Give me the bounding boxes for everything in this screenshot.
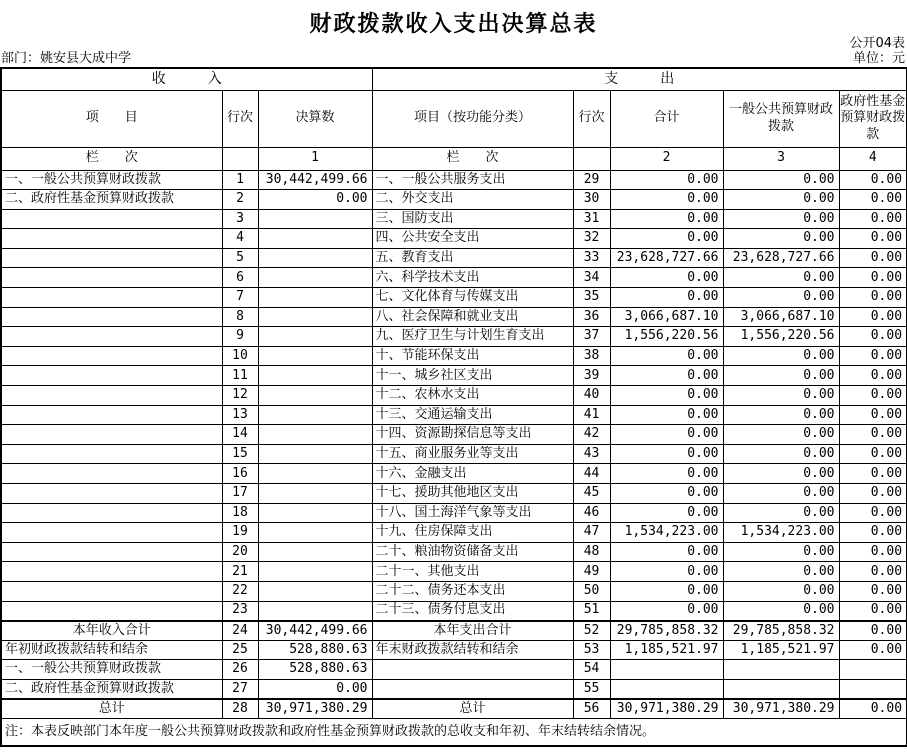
expenditure-item-label bbox=[372, 679, 573, 699]
income-item-header: 项 目 bbox=[1, 90, 222, 147]
expenditure-item-label: 十八、国土海洋气象等支出 bbox=[372, 503, 573, 523]
expenditure-fund-value: 0.00 bbox=[839, 523, 907, 543]
expenditure-general-value: 1,556,220.56 bbox=[723, 327, 839, 347]
income-amount-value bbox=[258, 601, 372, 621]
income-amount-value bbox=[258, 405, 372, 425]
income-row-no: 9 bbox=[222, 327, 258, 347]
income-amount-value bbox=[258, 425, 372, 445]
expenditure-total-value: 0.00 bbox=[610, 268, 723, 288]
table-row bbox=[1, 307, 907, 327]
income-amount-value bbox=[258, 523, 372, 543]
table-row bbox=[1, 679, 907, 699]
expenditure-fund-value: 0.00 bbox=[839, 581, 907, 601]
expenditure-item-label: 七、文化体育与传媒支出 bbox=[372, 288, 573, 308]
expenditure-row-no: 51 bbox=[573, 601, 610, 621]
income-item-label bbox=[1, 327, 222, 347]
income-amount-value bbox=[258, 444, 372, 464]
income-amount-value bbox=[258, 346, 372, 366]
expenditure-fund-value: 0.00 bbox=[839, 170, 907, 190]
table-row bbox=[1, 523, 907, 543]
income-item-label: 二、政府性基金预算财政拨款 bbox=[1, 679, 222, 699]
expenditure-general-value: 23,628,727.66 bbox=[723, 248, 839, 268]
income-row-no: 27 bbox=[222, 679, 258, 699]
income-amount-header: 决算数 bbox=[258, 90, 372, 147]
income-amount-value bbox=[258, 209, 372, 229]
income-section-header: 收 入 bbox=[1, 68, 372, 90]
income-row-no: 16 bbox=[222, 464, 258, 484]
income-item-label bbox=[1, 601, 222, 621]
table-row bbox=[1, 621, 907, 641]
expenditure-fund-value: 0.00 bbox=[839, 288, 907, 308]
income-item-label bbox=[1, 542, 222, 562]
income-row-no: 11 bbox=[222, 366, 258, 386]
expenditure-general-value: 0.00 bbox=[723, 170, 839, 190]
expenditure-fund-value bbox=[839, 679, 907, 699]
expenditure-fund-value: 0.00 bbox=[839, 268, 907, 288]
section-header-row bbox=[1, 68, 907, 90]
income-row-no: 24 bbox=[222, 621, 258, 641]
income-row-no: 1 bbox=[222, 170, 258, 190]
expenditure-fund-value: 0.00 bbox=[839, 248, 907, 268]
income-item-label bbox=[1, 366, 222, 386]
meta-row bbox=[0, 51, 907, 67]
expenditure-row-no: 52 bbox=[573, 621, 610, 641]
expenditure-fund-value: 0.00 bbox=[839, 484, 907, 504]
expenditure-fund-value bbox=[839, 660, 907, 680]
expenditure-total-value bbox=[610, 660, 723, 680]
expenditure-general-value: 0.00 bbox=[723, 386, 839, 406]
expenditure-general-value bbox=[723, 679, 839, 699]
income-item-label bbox=[1, 425, 222, 445]
table-row bbox=[1, 503, 907, 523]
expenditure-row-no: 30 bbox=[573, 190, 610, 210]
income-amount-value bbox=[258, 581, 372, 601]
expenditure-fund-value: 0.00 bbox=[839, 699, 907, 719]
expenditure-fund-value: 0.00 bbox=[839, 562, 907, 582]
table-row bbox=[1, 464, 907, 484]
expenditure-fund-value: 0.00 bbox=[839, 190, 907, 210]
table-row bbox=[1, 268, 907, 288]
table-row bbox=[1, 660, 907, 680]
income-row-no: 17 bbox=[222, 484, 258, 504]
expenditure-item-label: 九、医疗卫生与计划生育支出 bbox=[372, 327, 573, 347]
income-amount-value: 0.00 bbox=[258, 679, 372, 699]
expenditure-total-value: 30,971,380.29 bbox=[610, 699, 723, 719]
table-row bbox=[1, 346, 907, 366]
expenditure-item-label: 十、节能环保支出 bbox=[372, 346, 573, 366]
expenditure-fund-value: 0.00 bbox=[839, 327, 907, 347]
expenditure-general-value: 0.00 bbox=[723, 268, 839, 288]
expenditure-item-label: 二十一、其他支出 bbox=[372, 562, 573, 582]
expenditure-row-no: 32 bbox=[573, 229, 610, 249]
expenditure-fund-value: 0.00 bbox=[839, 307, 907, 327]
income-amount-value bbox=[258, 542, 372, 562]
expenditure-total-value: 0.00 bbox=[610, 581, 723, 601]
expenditure-row-no: 54 bbox=[573, 660, 610, 680]
income-amount-value: 528,880.63 bbox=[258, 660, 372, 680]
expenditure-general-value bbox=[723, 660, 839, 680]
income-row-no: 20 bbox=[222, 542, 258, 562]
income-amount-index: 1 bbox=[258, 147, 372, 170]
table-row bbox=[1, 444, 907, 464]
expenditure-row-no: 53 bbox=[573, 640, 610, 660]
expenditure-fund-value: 0.00 bbox=[839, 229, 907, 249]
expenditure-general-value: 3,066,687.10 bbox=[723, 307, 839, 327]
income-item-label: 一、一般公共预算财政拨款 bbox=[1, 660, 222, 680]
expenditure-item-label: 年末财政拨款结转和结余 bbox=[372, 640, 573, 660]
expenditure-fund-value: 0.00 bbox=[839, 542, 907, 562]
expenditure-item-label: 五、教育支出 bbox=[372, 248, 573, 268]
income-item-label bbox=[1, 464, 222, 484]
expenditure-total-value: 0.00 bbox=[610, 366, 723, 386]
unit-label: 单位：元 bbox=[852, 51, 905, 66]
income-item-label bbox=[1, 248, 222, 268]
expenditure-rowno-header: 行次 bbox=[573, 90, 610, 147]
table-row bbox=[1, 640, 907, 660]
expenditure-item-label: 十四、资源勘探信息等支出 bbox=[372, 425, 573, 445]
expenditure-total-value: 0.00 bbox=[610, 346, 723, 366]
expenditure-general-value: 0.00 bbox=[723, 209, 839, 229]
expenditure-general-value: 0.00 bbox=[723, 229, 839, 249]
expenditure-total-value: 3,066,687.10 bbox=[610, 307, 723, 327]
expenditure-row-no: 33 bbox=[573, 248, 610, 268]
expenditure-total-value: 0.00 bbox=[610, 190, 723, 210]
expenditure-row-no: 41 bbox=[573, 405, 610, 425]
expenditure-item-label: 十七、援助其他地区支出 bbox=[372, 484, 573, 504]
income-item-label: 年初财政拨款结转和结余 bbox=[1, 640, 222, 660]
income-row-no: 21 bbox=[222, 562, 258, 582]
table-row bbox=[1, 366, 907, 386]
income-item-label bbox=[1, 268, 222, 288]
expenditure-row-no: 36 bbox=[573, 307, 610, 327]
income-row-no: 25 bbox=[222, 640, 258, 660]
expenditure-item-label: 四、公共安全支出 bbox=[372, 229, 573, 249]
income-row-no: 6 bbox=[222, 268, 258, 288]
expenditure-row-no: 50 bbox=[573, 581, 610, 601]
expenditure-general-value: 0.00 bbox=[723, 562, 839, 582]
expenditure-general-value: 0.00 bbox=[723, 542, 839, 562]
fiscal-summary-table bbox=[0, 67, 907, 747]
income-item-label bbox=[1, 405, 222, 425]
expenditure-general-budget-header: 一般公共预算财政拨款 bbox=[723, 90, 839, 147]
expenditure-item-label: 十九、住房保障支出 bbox=[372, 523, 573, 543]
footnote-row bbox=[1, 719, 907, 746]
expenditure-total-value bbox=[610, 679, 723, 699]
expenditure-total-value: 0.00 bbox=[610, 405, 723, 425]
income-rowno-header: 行次 bbox=[222, 90, 258, 147]
expenditure-total-value: 1,534,223.00 bbox=[610, 523, 723, 543]
income-item-label bbox=[1, 444, 222, 464]
table-row bbox=[1, 190, 907, 210]
expenditure-total-value: 0.00 bbox=[610, 229, 723, 249]
expenditure-general-value: 30,971,380.29 bbox=[723, 699, 839, 719]
table-row bbox=[1, 542, 907, 562]
expenditure-general-value: 0.00 bbox=[723, 601, 839, 621]
expenditure-total-value: 0.00 bbox=[610, 601, 723, 621]
expenditure-total-value: 23,628,727.66 bbox=[610, 248, 723, 268]
expenditure-general-value: 0.00 bbox=[723, 190, 839, 210]
income-amount-value bbox=[258, 327, 372, 347]
expenditure-total-value: 0.00 bbox=[610, 425, 723, 445]
income-amount-value: 528,880.63 bbox=[258, 640, 372, 660]
expenditure-fund-value: 0.00 bbox=[839, 640, 907, 660]
income-item-label bbox=[1, 288, 222, 308]
expenditure-fund-value: 0.00 bbox=[839, 503, 907, 523]
expenditure-general-value: 0.00 bbox=[723, 346, 839, 366]
income-item-label bbox=[1, 503, 222, 523]
income-amount-value: 30,442,499.66 bbox=[258, 170, 372, 190]
expenditure-item-label: 二、外交支出 bbox=[372, 190, 573, 210]
income-row-no: 14 bbox=[222, 425, 258, 445]
expenditure-general-value: 0.00 bbox=[723, 484, 839, 504]
expenditure-row-no: 39 bbox=[573, 366, 610, 386]
table-row bbox=[1, 581, 907, 601]
table-row bbox=[1, 229, 907, 249]
income-rowno-index bbox=[222, 147, 258, 170]
income-item-label bbox=[1, 307, 222, 327]
income-item-label: 总计 bbox=[1, 699, 222, 719]
table-row bbox=[1, 386, 907, 406]
expenditure-fund-value: 0.00 bbox=[839, 366, 907, 386]
expenditure-item-label: 总计 bbox=[372, 699, 573, 719]
table-row bbox=[1, 562, 907, 582]
table-footnote: 注：本表反映部门本年度一般公共预算财政拨款和政府性基金预算财政拨款的总收支和年初、年末结转结余情况。 bbox=[1, 719, 907, 746]
income-row-no: 15 bbox=[222, 444, 258, 464]
expenditure-row-no: 37 bbox=[573, 327, 610, 347]
expenditure-fund-value: 0.00 bbox=[839, 405, 907, 425]
expenditure-general-value: 0.00 bbox=[723, 405, 839, 425]
income-row-no: 5 bbox=[222, 248, 258, 268]
income-row-no: 4 bbox=[222, 229, 258, 249]
income-item-label bbox=[1, 346, 222, 366]
table-code: 公开04表 bbox=[849, 36, 905, 51]
income-amount-value bbox=[258, 248, 372, 268]
expenditure-item-label: 二十、粮油物资储备支出 bbox=[372, 542, 573, 562]
expenditure-total-value: 0.00 bbox=[610, 288, 723, 308]
expenditure-row-no: 48 bbox=[573, 542, 610, 562]
expenditure-row-no: 45 bbox=[573, 484, 610, 504]
expenditure-item-label: 六、科学技术支出 bbox=[372, 268, 573, 288]
expenditure-total-value: 0.00 bbox=[610, 542, 723, 562]
expenditure-section-header: 支 出 bbox=[372, 68, 907, 90]
expenditure-item-label: 十二、农林水支出 bbox=[372, 386, 573, 406]
income-row-no: 10 bbox=[222, 346, 258, 366]
income-item-label: 本年收入合计 bbox=[1, 621, 222, 641]
income-amount-value: 0.00 bbox=[258, 190, 372, 210]
income-item-label bbox=[1, 209, 222, 229]
expenditure-fund-value: 0.00 bbox=[839, 386, 907, 406]
expenditure-total-value: 1,556,220.56 bbox=[610, 327, 723, 347]
expenditure-row-no: 46 bbox=[573, 503, 610, 523]
expenditure-total-value: 0.00 bbox=[610, 503, 723, 523]
expenditure-item-label: 八、社会保障和就业支出 bbox=[372, 307, 573, 327]
income-amount-value bbox=[258, 484, 372, 504]
expenditure-total-value: 0.00 bbox=[610, 464, 723, 484]
expenditure-row-no: 29 bbox=[573, 170, 610, 190]
expenditure-row-no: 47 bbox=[573, 523, 610, 543]
income-amount-value bbox=[258, 268, 372, 288]
expenditure-fund-value: 0.00 bbox=[839, 425, 907, 445]
income-amount-value: 30,971,380.29 bbox=[258, 699, 372, 719]
income-amount-value bbox=[258, 386, 372, 406]
income-item-label bbox=[1, 386, 222, 406]
expenditure-item-label: 二十二、债务还本支出 bbox=[372, 581, 573, 601]
income-row-no: 7 bbox=[222, 288, 258, 308]
expenditure-total-header: 合计 bbox=[610, 90, 723, 147]
expenditure-item-label: 本年支出合计 bbox=[372, 621, 573, 641]
expenditure-fund-value: 0.00 bbox=[839, 444, 907, 464]
table-row bbox=[1, 248, 907, 268]
income-row-no: 2 bbox=[222, 190, 258, 210]
income-row-no: 13 bbox=[222, 405, 258, 425]
expenditure-row-no: 55 bbox=[573, 679, 610, 699]
expenditure-item-label: 三、国防支出 bbox=[372, 209, 573, 229]
table-row bbox=[1, 405, 907, 425]
table-row bbox=[1, 170, 907, 190]
income-amount-value bbox=[258, 307, 372, 327]
income-row-no: 18 bbox=[222, 503, 258, 523]
income-row-no: 22 bbox=[222, 581, 258, 601]
table-row bbox=[1, 425, 907, 445]
income-row-no: 12 bbox=[222, 386, 258, 406]
expenditure-general-value: 0.00 bbox=[723, 444, 839, 464]
expenditure-total-value: 1,185,521.97 bbox=[610, 640, 723, 660]
expenditure-fund-value: 0.00 bbox=[839, 601, 907, 621]
expenditure-item-header: 项目（按功能分类） bbox=[372, 90, 573, 147]
expenditure-general-index: 3 bbox=[723, 147, 839, 170]
expenditure-total-value: 0.00 bbox=[610, 562, 723, 582]
income-column-index-label: 栏 次 bbox=[1, 147, 222, 170]
expenditure-row-no: 43 bbox=[573, 444, 610, 464]
income-item-label: 一、一般公共预算财政拨款 bbox=[1, 170, 222, 190]
income-item-label: 二、政府性基金预算财政拨款 bbox=[1, 190, 222, 210]
income-amount-value bbox=[258, 366, 372, 386]
table-row bbox=[1, 699, 907, 719]
income-row-no: 26 bbox=[222, 660, 258, 680]
expenditure-row-no: 44 bbox=[573, 464, 610, 484]
expenditure-general-value: 1,185,521.97 bbox=[723, 640, 839, 660]
income-item-label bbox=[1, 581, 222, 601]
expenditure-general-value: 0.00 bbox=[723, 425, 839, 445]
expenditure-fund-value: 0.00 bbox=[839, 621, 907, 641]
table-row bbox=[1, 209, 907, 229]
expenditure-item-label: 十三、交通运输支出 bbox=[372, 405, 573, 425]
expenditure-fund-value: 0.00 bbox=[839, 464, 907, 484]
table-row bbox=[1, 288, 907, 308]
expenditure-general-value: 0.00 bbox=[723, 581, 839, 601]
expenditure-item-label: 十六、金融支出 bbox=[372, 464, 573, 484]
expenditure-row-no: 56 bbox=[573, 699, 610, 719]
income-row-no: 19 bbox=[222, 523, 258, 543]
income-amount-value bbox=[258, 229, 372, 249]
income-amount-value bbox=[258, 288, 372, 308]
expenditure-row-no: 42 bbox=[573, 425, 610, 445]
expenditure-total-value: 0.00 bbox=[610, 209, 723, 229]
income-row-no: 8 bbox=[222, 307, 258, 327]
expenditure-row-no: 31 bbox=[573, 209, 610, 229]
expenditure-general-value: 0.00 bbox=[723, 288, 839, 308]
expenditure-item-label: 十一、城乡社区支出 bbox=[372, 366, 573, 386]
department-label: 部门：姚安县大成中学 bbox=[1, 51, 132, 66]
income-amount-value: 30,442,499.66 bbox=[258, 621, 372, 641]
expenditure-fund-value: 0.00 bbox=[839, 209, 907, 229]
expenditure-gov-fund-header: 政府性基金预算财政拨款 bbox=[839, 90, 907, 147]
income-item-label bbox=[1, 562, 222, 582]
expenditure-row-no: 49 bbox=[573, 562, 610, 582]
expenditure-row-no: 34 bbox=[573, 268, 610, 288]
income-row-no: 28 bbox=[222, 699, 258, 719]
income-row-no: 23 bbox=[222, 601, 258, 621]
expenditure-item-label: 二十三、债务付息支出 bbox=[372, 601, 573, 621]
expenditure-total-index: 2 bbox=[610, 147, 723, 170]
income-item-label bbox=[1, 229, 222, 249]
income-item-label bbox=[1, 484, 222, 504]
income-row-no: 3 bbox=[222, 209, 258, 229]
expenditure-row-no: 35 bbox=[573, 288, 610, 308]
expenditure-total-value: 0.00 bbox=[610, 484, 723, 504]
income-item-label bbox=[1, 523, 222, 543]
income-amount-value bbox=[258, 464, 372, 484]
expenditure-item-label: 一、一般公共服务支出 bbox=[372, 170, 573, 190]
expenditure-general-value: 0.00 bbox=[723, 503, 839, 523]
income-amount-value bbox=[258, 562, 372, 582]
column-index-row bbox=[1, 147, 907, 170]
expenditure-item-label bbox=[372, 660, 573, 680]
expenditure-general-value: 1,534,223.00 bbox=[723, 523, 839, 543]
expenditure-total-value: 29,785,858.32 bbox=[610, 621, 723, 641]
page-title: 财政拨款收入支出决算总表 bbox=[309, 12, 598, 37]
expenditure-general-value: 0.00 bbox=[723, 366, 839, 386]
table-row bbox=[1, 484, 907, 504]
expenditure-fund-index: 4 bbox=[839, 147, 907, 170]
expenditure-general-value: 29,785,858.32 bbox=[723, 621, 839, 641]
expenditure-item-label: 十五、商业服务业等支出 bbox=[372, 444, 573, 464]
income-amount-value bbox=[258, 503, 372, 523]
expenditure-total-value: 0.00 bbox=[610, 170, 723, 190]
expenditure-general-value: 0.00 bbox=[723, 464, 839, 484]
expenditure-column-index-label: 栏 次 bbox=[372, 147, 573, 170]
expenditure-rowno-index bbox=[573, 147, 610, 170]
expenditure-total-value: 0.00 bbox=[610, 444, 723, 464]
expenditure-row-no: 40 bbox=[573, 386, 610, 406]
expenditure-fund-value: 0.00 bbox=[839, 346, 907, 366]
table-row bbox=[1, 327, 907, 347]
table-row bbox=[1, 601, 907, 621]
column-header-row bbox=[1, 90, 907, 147]
expenditure-row-no: 38 bbox=[573, 346, 610, 366]
expenditure-total-value: 0.00 bbox=[610, 386, 723, 406]
